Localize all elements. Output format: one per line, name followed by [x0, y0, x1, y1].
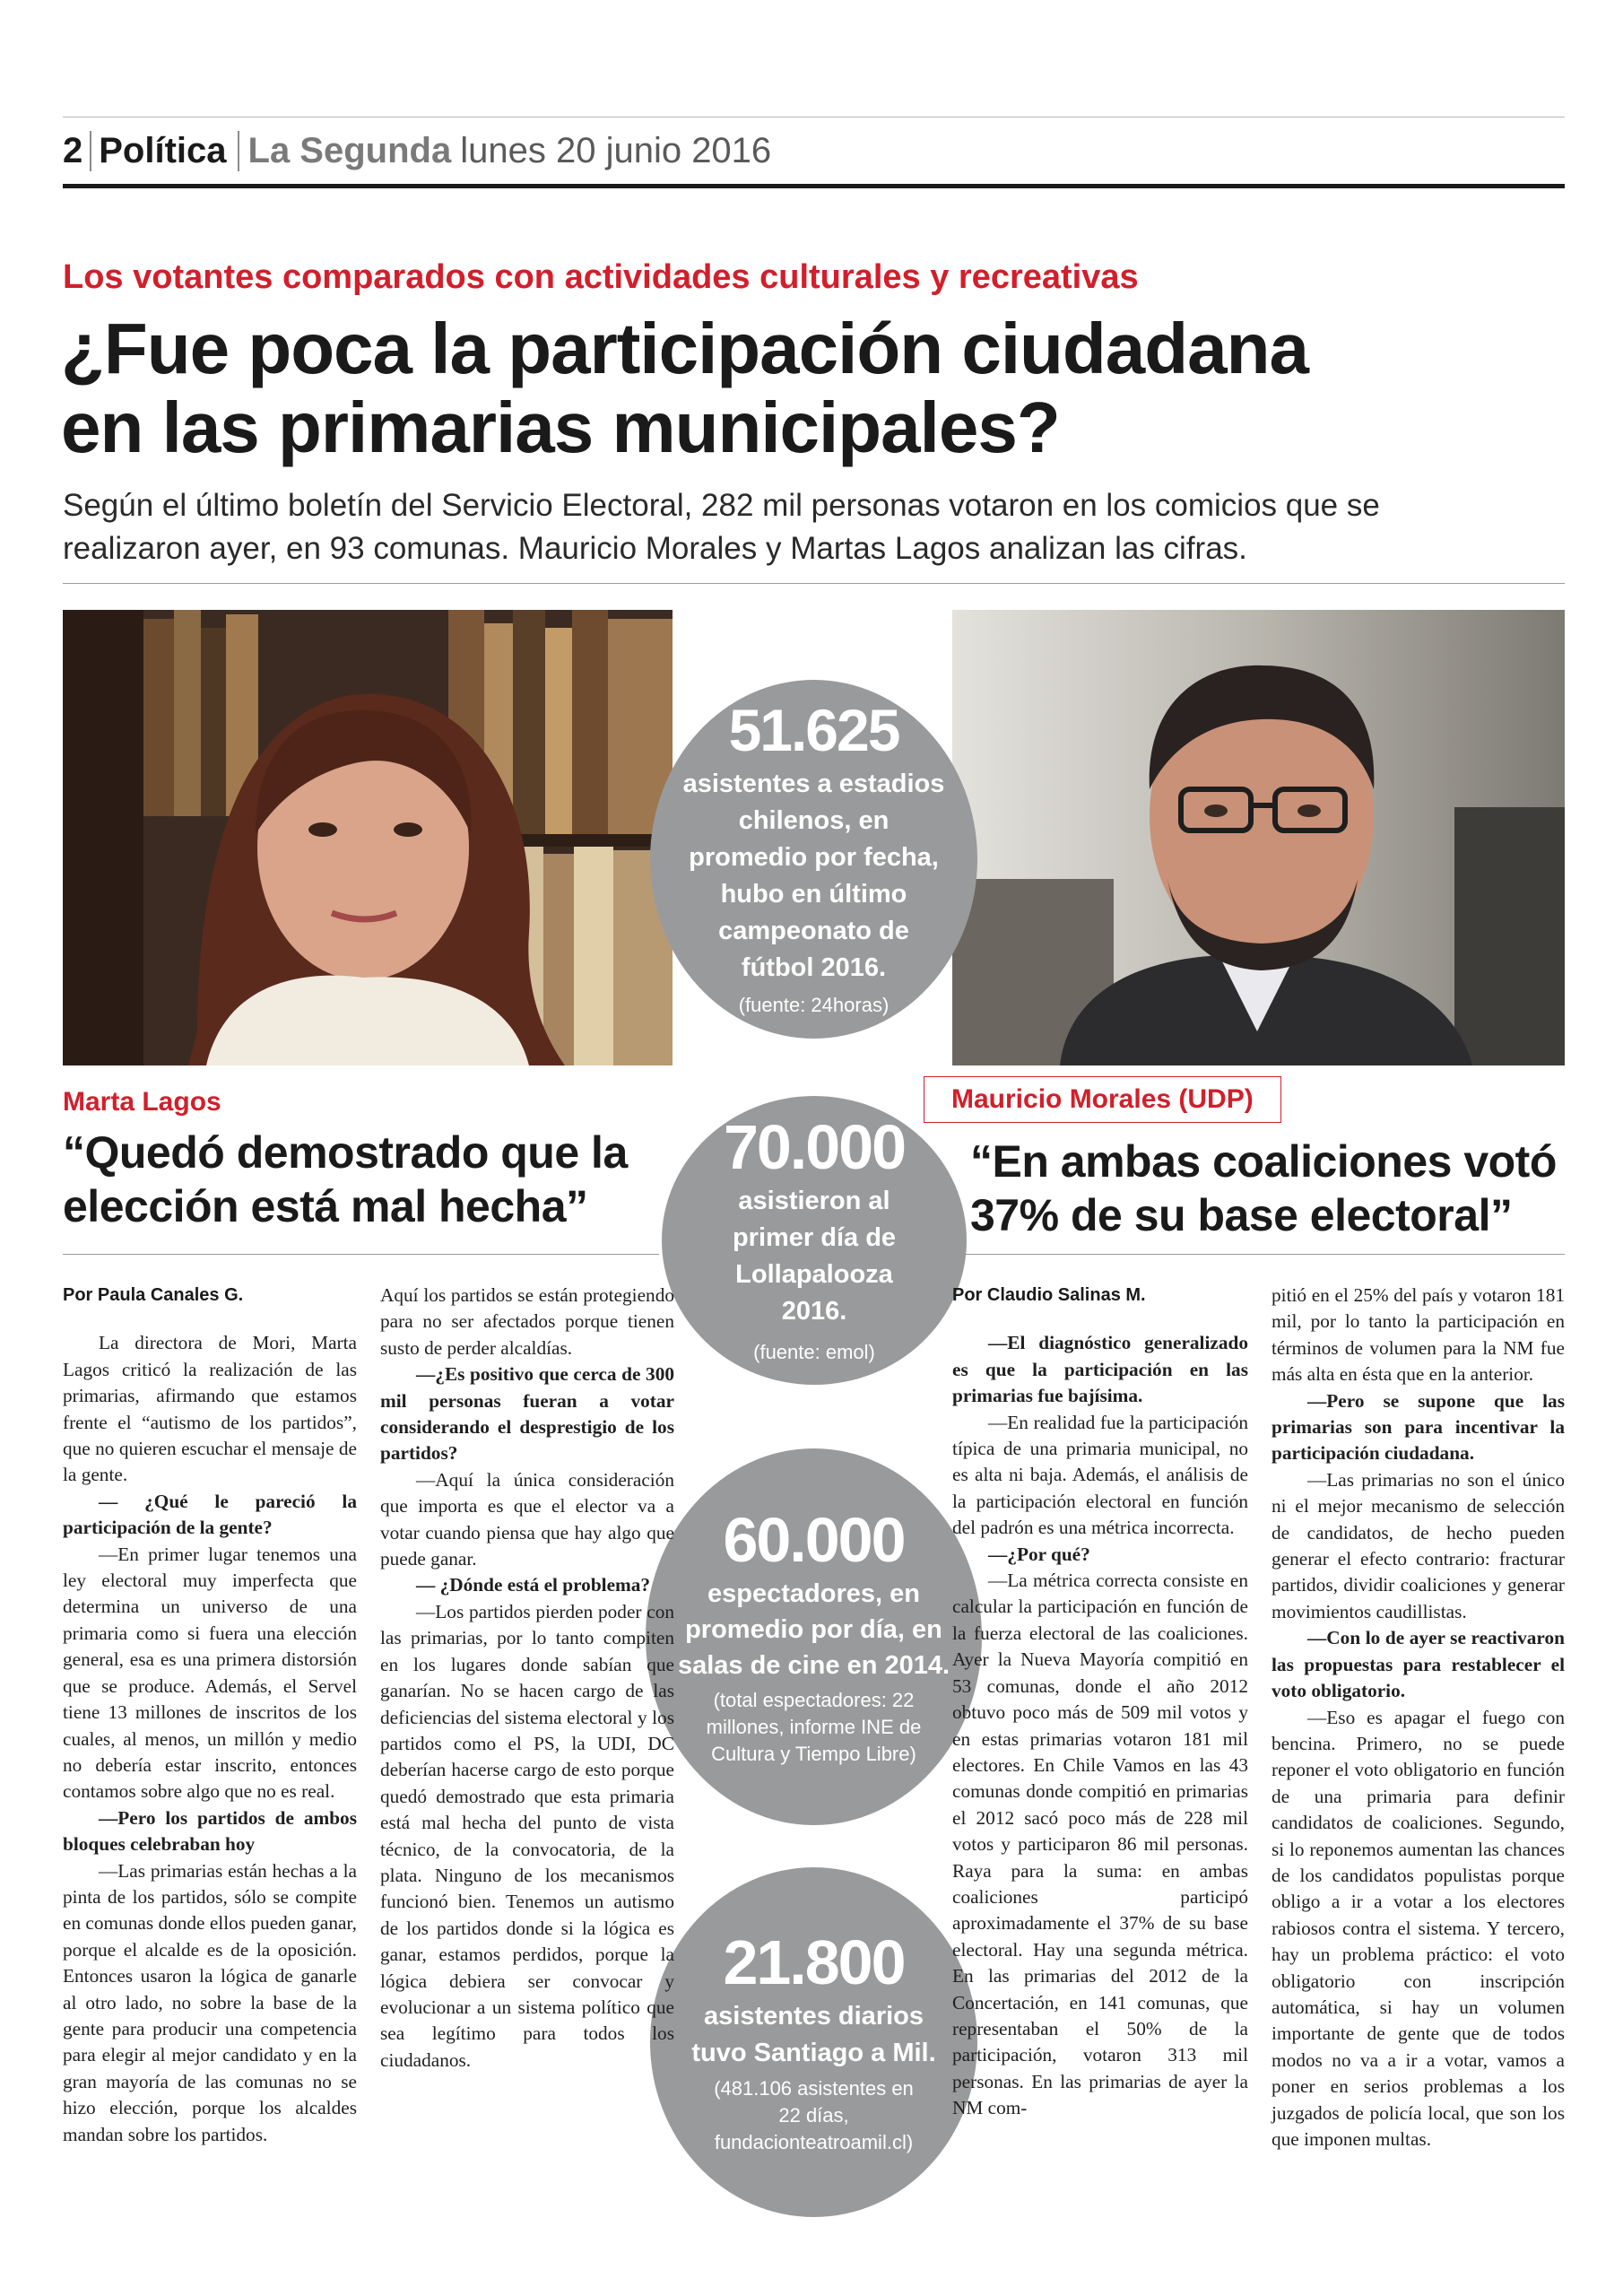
stat-circle-cinema [646, 1448, 982, 1825]
stat-number: 70.000 [723, 1112, 906, 1182]
stat-description: asistentes a estadios chilenos, en promedio por fecha, hubo en último campeonato de fútbol 2016. [682, 770, 945, 982]
column-paragraphs [380, 1283, 674, 2074]
kicker: Los votantes comparados con actividades culturales y recreativas [63, 258, 1139, 296]
interview-question: —Pero se supone que las primarias son para incentivar la participación ciudadana. [1271, 1389, 1565, 1465]
byline-left: Por Paula Canales G. [63, 1285, 244, 1305]
body-column-1 [63, 1283, 357, 2148]
interview-question: — ¿Dónde está el problema? [416, 1574, 651, 1596]
photo-mauricio-morales [952, 610, 1565, 1065]
paragraph: La directora de Mori, Marta Lagos criticó la realización de las primarias, afirmando que estamos frente el “autismo de los partidos”, que no quieren escuchar el mensaje de la gente. [63, 1332, 357, 1486]
headline-line-2: en las primarias municipales? [61, 387, 1060, 467]
column-paragraphs [63, 1330, 357, 2148]
stat-number: 21.800 [723, 1927, 905, 1997]
masthead [63, 126, 771, 176]
page-number: 2 [63, 130, 83, 170]
dek: Según el último boletín del Servicio Electoral, 282 mil personas votaron en los comicios que se realizaron ayer, en 93 comunas. Mauricio Morales y Martas Lagos analizan las cifras. [63, 488, 1380, 566]
stat-source: (481.106 asistentes en 22 días, fundacionteatroamil.cl) [714, 2077, 914, 2153]
body-column-3 [952, 1283, 1248, 2122]
byline-right: Por Claudio Salinas M. [952, 1285, 1146, 1305]
pull-quote-right: “En ambas coaliciones votó 37% de su base electoral” [970, 1136, 1557, 1240]
interviewee-name-left: Marta Lagos [63, 1087, 221, 1117]
body-column-2 [380, 1283, 674, 2074]
stat-source: (total espectadores: 22 millones, informe INE de Cultura y Tiempo Libre) [706, 1689, 922, 1765]
publication-name: La Segunda [238, 131, 461, 171]
interview-question: —Pero los partidos de ambos bloques celebraban hoy [63, 1806, 357, 1856]
column-rule-left [63, 1254, 659, 1255]
paragraph: Aquí los partidos se están protegiendo para no ser afectados porque tienen susto de perder alcaldías. [380, 1284, 674, 1359]
column-paragraphs [1271, 1283, 1565, 2152]
stat-description: asistentes diarios tuvo Santiago a Mil. [691, 2002, 936, 2067]
paragraph: —Las primarias están hechas a la pinta de los partidos, sólo se compite en comunas donde ellos pueden ganar, porque el alcalde es de la oposición. Entonces usaron la lógica de ganarle al otro lado, no sobre la base de la gente para producir una competencia para elegir al mejor candidato y en la gran mayoría de las comunas no se hizo elección, porque los alcaldes mandan sobre los partidos. [63, 1859, 357, 2145]
paragraph: —En primer lugar tenemos una ley electoral muy imperfecta que determina un universo de una primaria como si fuera una elección general, esa es una primera distorsión que se produce. Además, el Servel tiene 13 millones de inscritos de los cuales, al menos, un millón y medio no debería estar inscrito, entonces contamos sobre algo que no es real. [63, 1543, 357, 1803]
column-rule-right [952, 1254, 1565, 1255]
interview-question: —Con lo de ayer se reactivaron las propuestas para restablecer el voto obligatorio. [1271, 1627, 1565, 1702]
stat-circle-santiago-a-mil [650, 1867, 977, 2217]
issue-date: lunes 20 junio 2016 [460, 130, 772, 170]
paragraph: —Las primarias no son el único ni el mejor mecanismo de selección de candidatos, de hecho pueden generar el efecto contrario: fracturar partidos, dividir coaliciones y generar movimientos caudillistas. [1271, 1468, 1565, 1622]
pull-quote-left: “Quedó demostrado que la elección está mal hecha” [63, 1127, 628, 1231]
column-paragraphs [952, 1330, 1248, 2121]
stat-description: asistieron al primer día de Lollapalooza 2016. [732, 1187, 897, 1326]
stat-circle-football [650, 680, 977, 1039]
paragraph: —Eso es apagar el fuego con bencina. Primero, no se puede reponer el voto obligatorio en función de una primaria para definir candidatos de coaliciones. Segundo, si lo reponemos aumentan las chances de los candidatos populistas porque obligo a ir a votar a los electores rabiosos contra el sistema. Y tercero, hay un problema práctico: el voto obligatorio con inscripción automática, si hay un volumen importante de gente que de todos modos no va a ir a votar, vamos a poner en serios problemas a los juzgados de policía local, que son los que imponen multas. [1271, 1706, 1565, 2150]
masthead-rule [63, 184, 1565, 188]
stat-description: espectadores, en promedio por día, en salas de cine en 2014. [677, 1579, 950, 1680]
interview-question: —¿Es positivo que cerca de 300 mil personas fueran a votar considerando el desprestigio de los partidos? [380, 1363, 674, 1465]
stat-circle-lollapalooza [662, 1096, 967, 1385]
dek-rule [63, 583, 1565, 584]
photo-marta-lagos [63, 610, 673, 1065]
section-name: Política [90, 131, 237, 171]
paragraph: —Los partidos pierden poder con las primarias, por lo tanto compiten en los lugares donde sabían que ganarían. No se hacen cargo de las deficiencias del sistema electoral y los partidos como el PS, la UDI, DC deberían hacerse cargo de esto porque quedó demostrado que esta primaria está mal hecha del punto de vista técnico, de la convocatoria, de la plata. Ninguno de los mecanismos funcionó bien. Tenemos un autismo de los partidos donde si la lógica es ganar, estamos perdidos, porque la lógica debiera ser convocar y evolucionar a un sistema político que sea legítimo para todos los ciudadanos. [380, 1600, 674, 2071]
paragraph: pitió en el 25% del país y votaron 181 mil, por lo tanto la participación en términos de volumen para la NM fue más alta en ésta que en la anterior. [1271, 1284, 1565, 1386]
stat-number: 51.625 [728, 697, 899, 763]
stat-source: (fuente: 24horas) [738, 994, 890, 1016]
stat-number: 60.000 [723, 1505, 905, 1575]
paragraph: —En realidad fue la participación típica de una primaria municipal, no es alta ni baja. Además, el análisis de la participación electoral en función del padrón es una métrica incorrecta. [952, 1411, 1248, 1539]
stat-source: (fuente: emol) [753, 1341, 875, 1363]
paragraph: —La métrica correcta consiste en calcular la participación en función de la fuerza electoral de las coaliciones. Ayer la Nueva Mayoría compitió en 53 comunas, donde el año 2012 obtuvo poco más de 509 mil votos y en estas primarias votaron 181 mil electores. En Chile Vamos en las 43 comunas donde compitió en primarias el 2012 sacó poco más de 228 mil votos y participaron 86 mil personas. Raya para la suma: en ambas coaliciones participó aproximadamente el 37% de su base electoral. Hay una segunda métrica. En las primarias del 2012 de la Concertación, en 141 comunas, que representaban el 50% de la participación, votaron 313 mil personas. En las primarias de ayer la NM com- [952, 1570, 1248, 2119]
paragraph: —Aquí la única consideración que importa es que el elector va a votar cuando piensa que hay algo que puede ganar. [380, 1468, 674, 1570]
body-column-4 [1271, 1283, 1565, 2152]
interview-question: —El diagnóstico generalizado es que la participación en las primarias fue bajísima. [952, 1332, 1248, 1407]
interviewee-name-right: Mauricio Morales (UDP) [924, 1076, 1281, 1123]
interview-question: — ¿Qué le pareció la participación de la gente? [63, 1490, 357, 1539]
headline [61, 309, 1496, 467]
interview-question: —¿Por qué? [988, 1543, 1090, 1565]
headline-line-1: ¿Fue poca la participación ciudadana [61, 309, 1308, 388]
